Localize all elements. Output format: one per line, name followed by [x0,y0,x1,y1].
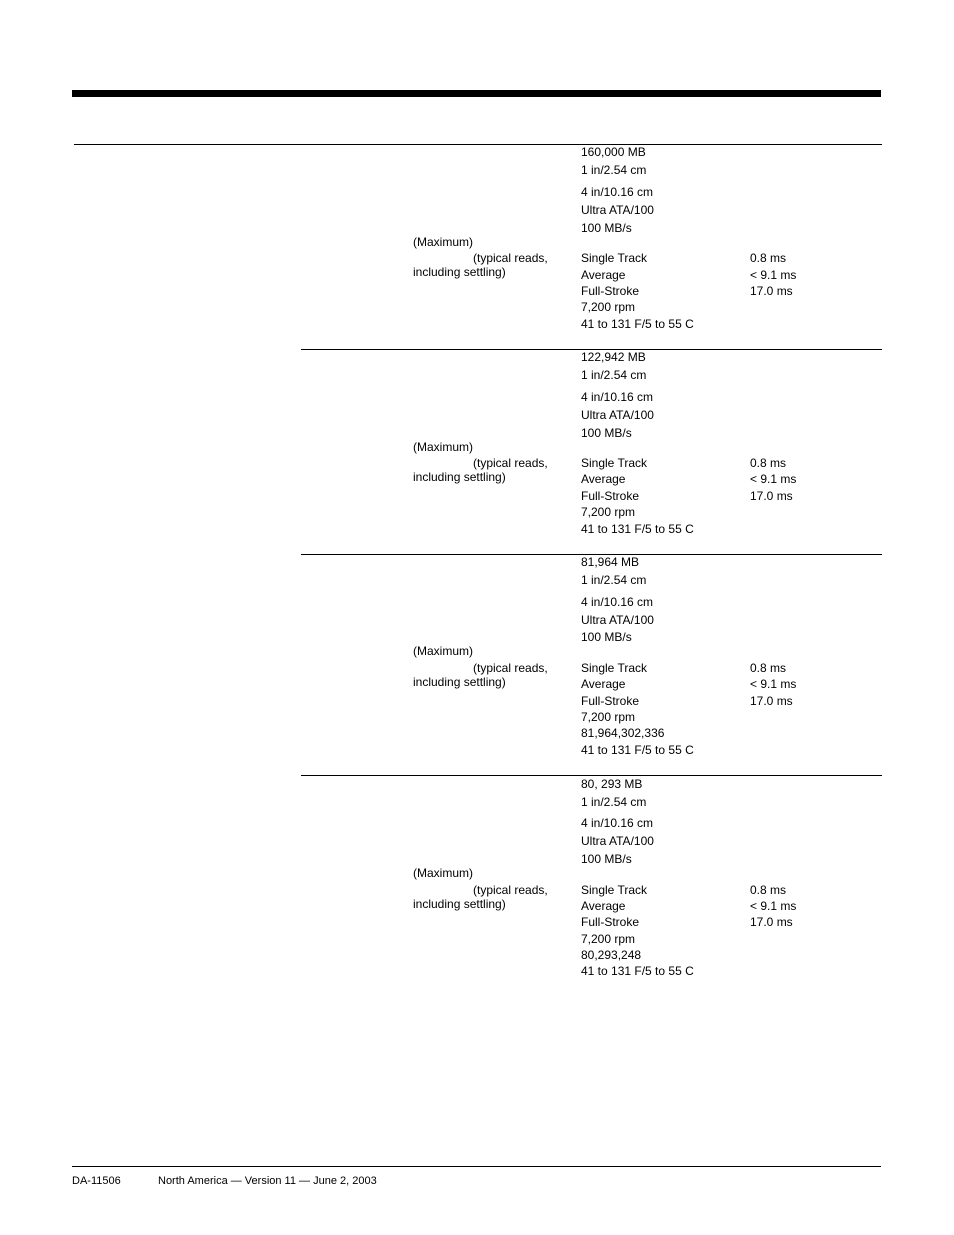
maximum-label: (Maximum) [413,440,473,454]
maximum-label: (Maximum) [413,866,473,880]
seek-single-value: 0.8 ms [750,883,787,897]
capacity-value: 80, 293 MB [581,777,643,791]
typical-reads-label: (typical reads, [473,456,548,470]
seek-average-label: Average [581,472,626,486]
height-value: 1 in/2.54 cm [581,795,647,809]
rpm-value: 7,200 rpm [581,932,636,946]
typical-reads-label: (typical reads, [473,251,548,265]
header-bar [72,90,881,97]
rpm-value: 7,200 rpm [581,505,636,519]
seek-single-value: 0.8 ms [750,456,787,470]
seek-full-value: 17.0 ms [750,489,793,503]
seek-average-value: < 9.1 ms [750,472,797,486]
temperature-value: 41 to 131 F/5 to 55 C [581,522,694,536]
seek-full-value: 17.0 ms [750,694,793,708]
seek-full-value: 17.0 ms [750,284,793,298]
height-value: 1 in/2.54 cm [581,368,647,382]
interface-value: Ultra ATA/100 [581,203,654,217]
sectors-value: 81,964,302,336 [581,726,665,740]
seek-full-label: Full-Stroke [581,489,640,503]
capacity-value: 122,942 MB [581,350,646,364]
section-divider [301,775,882,776]
footer-doc-id: DA-11506 [72,1175,121,1187]
settling-label: including settling) [413,897,506,911]
seek-single-value: 0.8 ms [750,251,787,265]
maximum-label: (Maximum) [413,644,473,658]
transfer-rate-value: 100 MB/s [581,852,632,866]
seek-full-label: Full-Stroke [581,284,640,298]
seek-average-label: Average [581,268,626,282]
rpm-value: 7,200 rpm [581,710,636,724]
temperature-value: 41 to 131 F/5 to 55 C [581,317,694,331]
header-rule [74,144,882,145]
settling-label: including settling) [413,470,506,484]
seek-average-label: Average [581,899,626,913]
seek-single-label: Single Track [581,661,648,675]
temperature-value: 41 to 131 F/5 to 55 C [581,964,694,978]
seek-full-value: 17.0 ms [750,915,793,929]
seek-single-label: Single Track [581,883,648,897]
interface-value: Ultra ATA/100 [581,834,654,848]
transfer-rate-value: 100 MB/s [581,221,632,235]
seek-single-value: 0.8 ms [750,661,787,675]
rpm-value: 7,200 rpm [581,300,636,314]
capacity-value: 160,000 MB [581,145,646,159]
width-value: 4 in/10.16 cm [581,595,654,609]
width-value: 4 in/10.16 cm [581,390,654,404]
maximum-label: (Maximum) [413,235,473,249]
footer-rule [72,1166,881,1167]
height-value: 1 in/2.54 cm [581,163,647,177]
height-value: 1 in/2.54 cm [581,573,647,587]
seek-full-label: Full-Stroke [581,915,640,929]
width-value: 4 in/10.16 cm [581,185,654,199]
seek-average-label: Average [581,677,626,691]
settling-label: including settling) [413,265,506,279]
interface-value: Ultra ATA/100 [581,613,654,627]
interface-value: Ultra ATA/100 [581,408,654,422]
seek-full-label: Full-Stroke [581,694,640,708]
seek-single-label: Single Track [581,456,648,470]
seek-average-value: < 9.1 ms [750,677,797,691]
transfer-rate-value: 100 MB/s [581,630,632,644]
transfer-rate-value: 100 MB/s [581,426,632,440]
width-value: 4 in/10.16 cm [581,816,654,830]
footer-version: North America — Version 11 — June 2, 2003 [158,1175,377,1187]
settling-label: including settling) [413,675,506,689]
seek-single-label: Single Track [581,251,648,265]
sectors-value: 80,293,248 [581,948,642,962]
seek-average-value: < 9.1 ms [750,899,797,913]
temperature-value: 41 to 131 F/5 to 55 C [581,743,694,757]
seek-average-value: < 9.1 ms [750,268,797,282]
typical-reads-label: (typical reads, [473,883,548,897]
typical-reads-label: (typical reads, [473,661,548,675]
capacity-value: 81,964 MB [581,555,640,569]
